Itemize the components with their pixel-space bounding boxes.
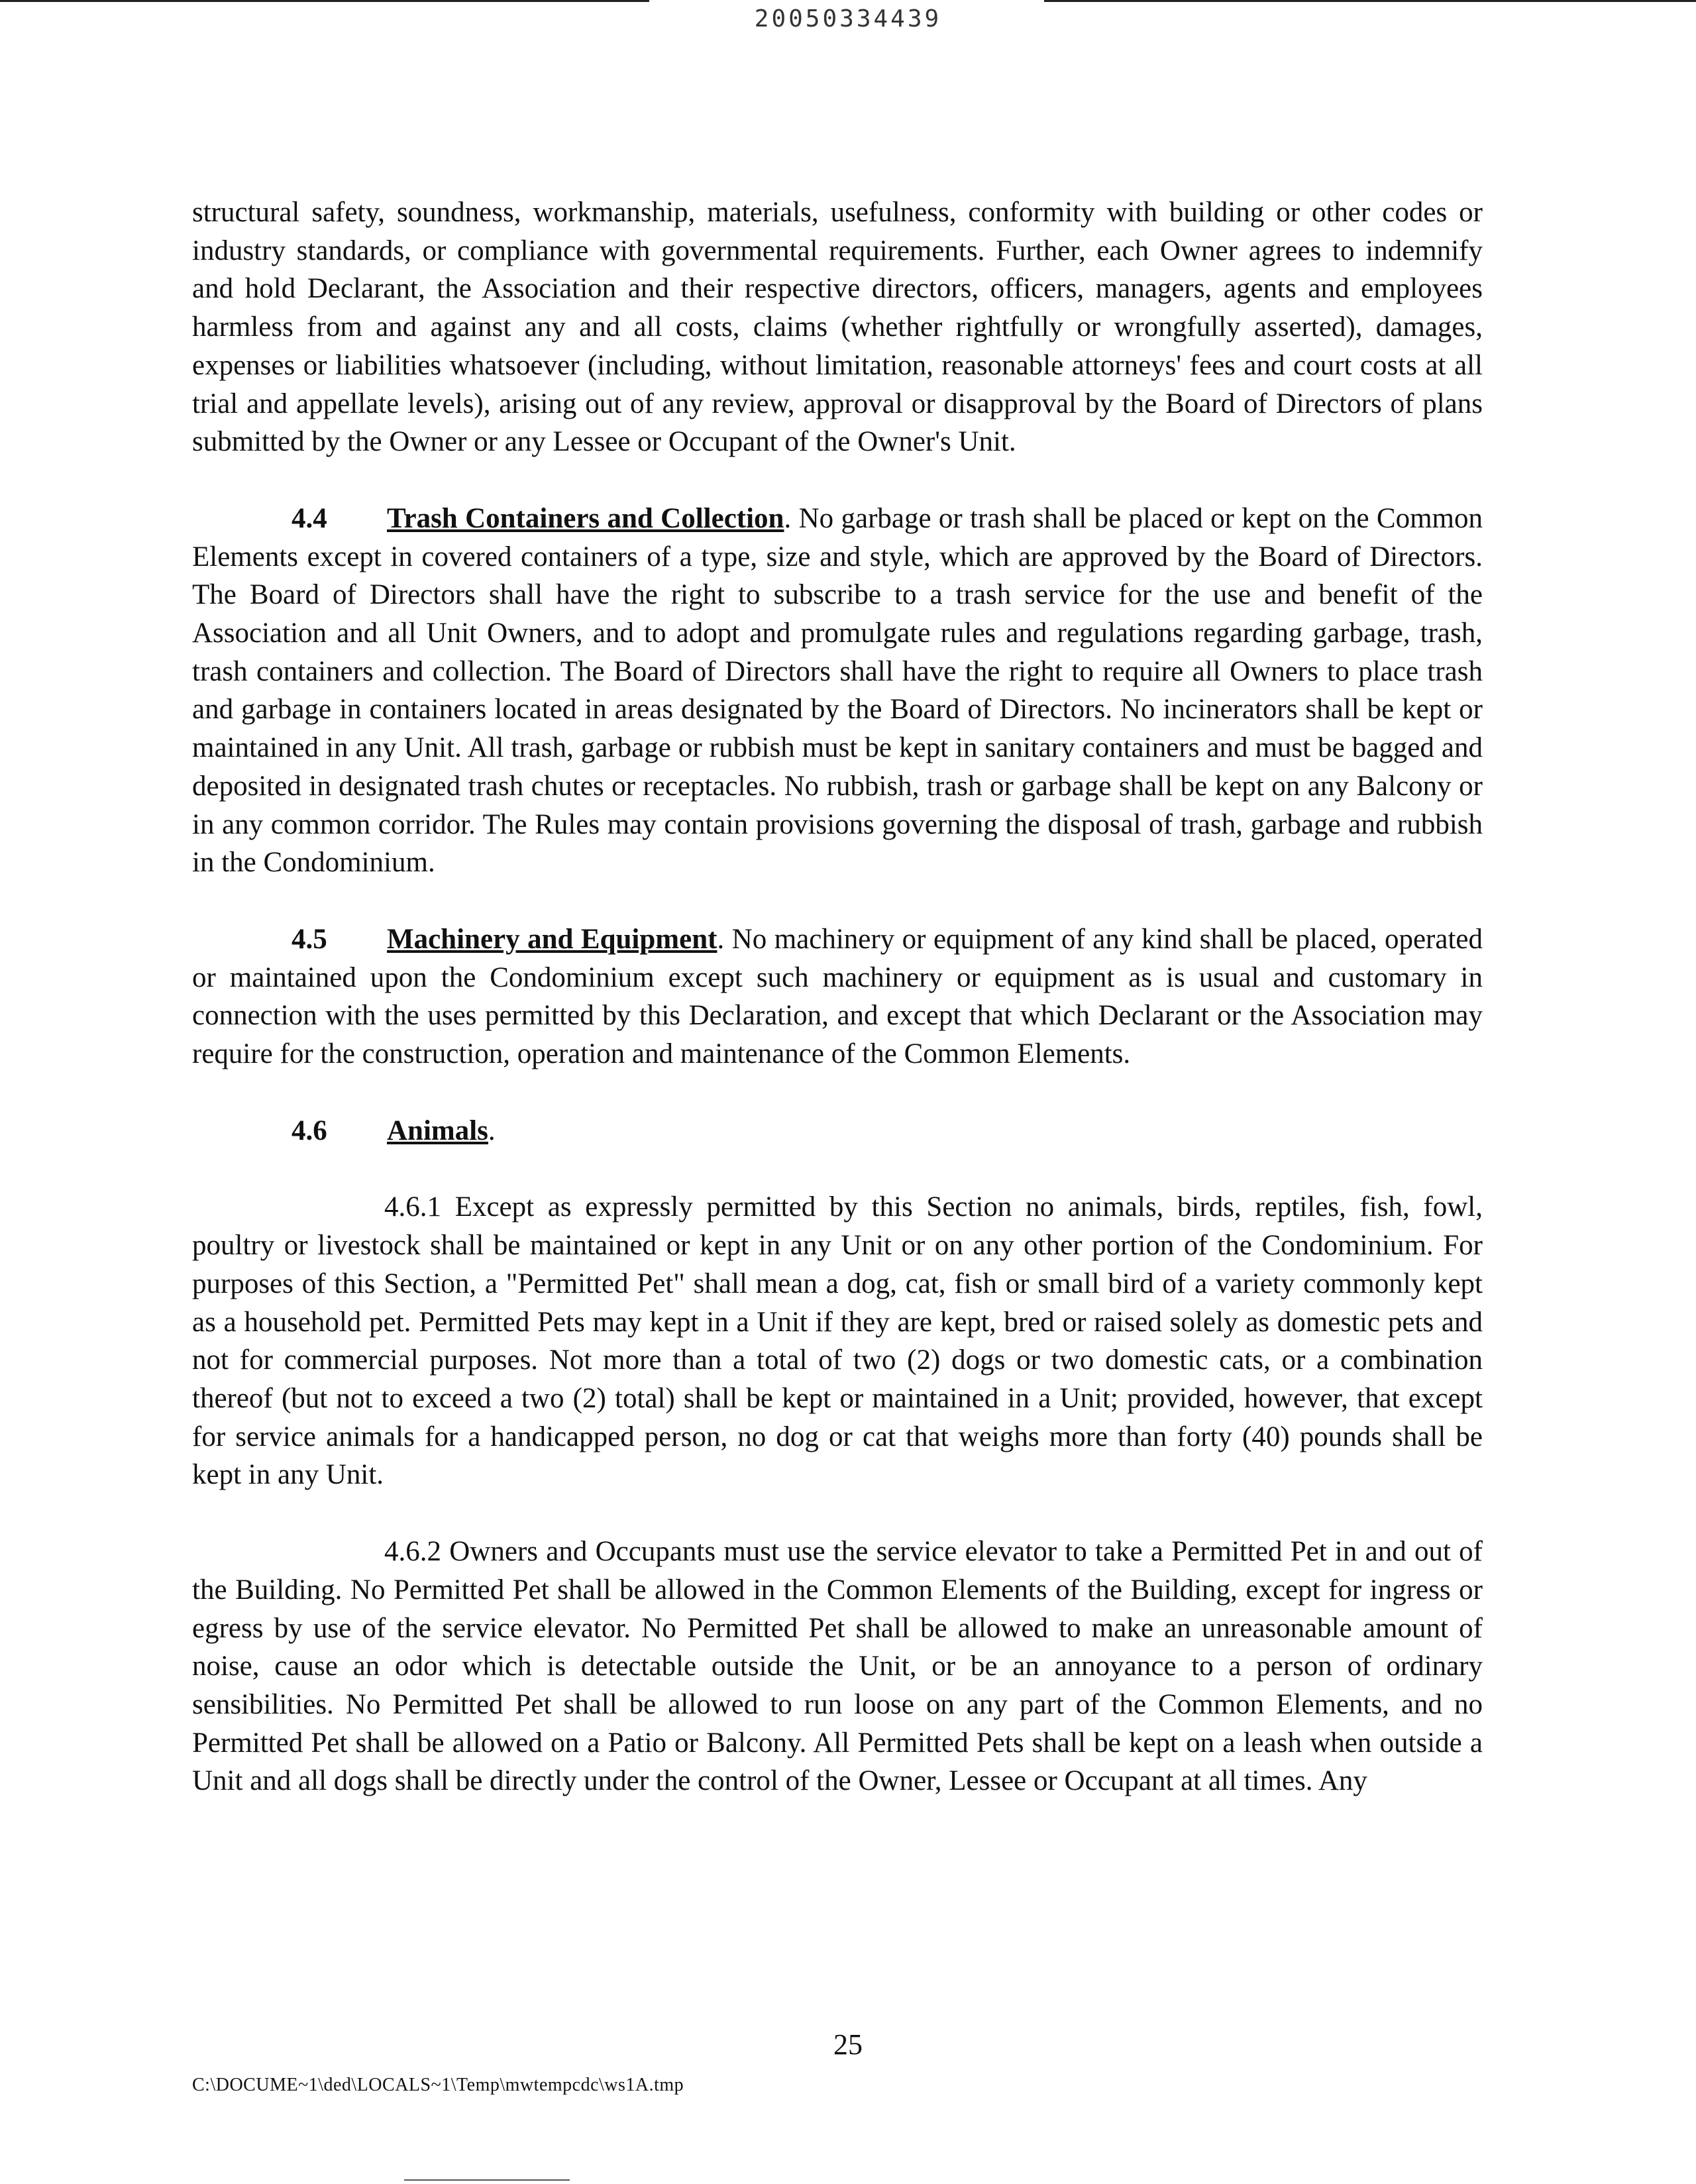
paragraph-gap bbox=[192, 882, 1483, 920]
document-body bbox=[192, 193, 1483, 1800]
paragraph-continuation: structural safety, soundness, workmanship, materials, usefulness, conformity with building or other codes or industry standards, or compliance with governmental requirements. Further, each Owner agrees to indemnify and hold Declarant, the Association and their respective directors, officers, managers, agents and employees harmless from and against any and all costs, claims (whether rightfully or wrongfully asserted), damages, expenses or liabilities whatsoever (including, without limitation, reasonable attorneys' fees and court costs at all trial and appellate levels), arising out of any review, approval or disapproval by the Board of Directors of plans submitted by the Owner or any Lessee or Occupant of the Owner's Unit. bbox=[192, 197, 1483, 458]
page-number: 25 bbox=[833, 2028, 863, 2061]
file-path-footer: C:\DOCUME~1\ded\LOCALS~1\Temp\mwtempcdc\ws1A.tmp bbox=[192, 2075, 684, 2095]
section-text: . No machinery or equipment of any kind shall be placed, operated or maintained upon the Condominium except such machinery or equipment as is usual and customary in connection with the uses permitted by this Declaration, and except that which Declarant or the Association may require for the construction, operation and maintenance of the Common Elements. bbox=[192, 923, 1483, 1070]
paragraph-gap bbox=[192, 1494, 1483, 1533]
section-4-6 bbox=[192, 1112, 1483, 1150]
subsection-4-6-2: 4.6.2 Owners and Occupants must use the service elevator to take a Permitted Pet in and out of the Building. No Permitted Pet shall be allowed in the Common Elements of the Building, except for ingress or egress by use of the service elevator. No Permitted Pet shall be allowed to make an unreasonable amount of noise, cause an odor which is detectable outside the Unit, or be an annoyance to a person of ordinary sensibilities. No Permitted Pet shall be allowed to run loose on any part of the Common Elements, and no Permitted Pet shall be allowed on a Patio or Balcony. All Permitted Pets shall be kept on a leash when outside a Unit and all dogs shall be directly under the control of the Owner, Lessee or Occupant at all times. Any bbox=[192, 1536, 1483, 1797]
section-4-5 bbox=[192, 920, 1483, 1073]
paragraph-gap bbox=[192, 1073, 1483, 1112]
section-text: . No garbage or trash shall be placed or kept on the Common Elements except in covered containers of a type, size and style, which are approved by the Board of Directors. The Board of Directors shall have the right to subscribe to a trash service for the use and benefit of the Association and all Unit Owners, and to adopt and promulgate rules and regulations regarding garbage, trash, trash containers and collection. The Board of Directors shall have the right to require all Owners to place trash and garbage in containers located in areas designated by the Board of Directors. No incinerators shall be kept or maintained in any Unit. All trash, garbage or rubbish must be kept in sanitary containers and must be bagged and deposited in designated trash chutes or receptacles. No rubbish, trash or garbage shall be kept on any Balcony or in any common corridor. The Rules may contain provisions governing the disposal of trash, garbage and rubbish in the Condominium. bbox=[192, 502, 1483, 879]
section-number: 4.6 bbox=[292, 1115, 327, 1146]
paragraph-gap bbox=[192, 1150, 1483, 1188]
paragraph-gap bbox=[192, 461, 1483, 500]
document-number: 20050334439 bbox=[754, 5, 942, 32]
top-border-left bbox=[0, 0, 649, 2]
section-number: 4.5 bbox=[292, 923, 327, 955]
section-title: Animals bbox=[387, 1115, 488, 1146]
section-4-4 bbox=[192, 500, 1483, 882]
top-border-right bbox=[1044, 0, 1696, 2]
section-title: Trash Containers and Collection bbox=[387, 502, 784, 534]
section-number: 4.4 bbox=[292, 502, 327, 534]
section-text: . bbox=[488, 1115, 496, 1146]
subsection-4-6-1: 4.6.1 Except as expressly permitted by this Section no animals, birds, reptiles, fish, fowl, poultry or livestock shall be maintained or kept in any Unit or on any other portion of the Condominium. For purposes of this Section, a "Permitted Pet" shall mean a dog, cat, fish or small bird of a variety commonly kept as a household pet. Permitted Pets may kept in a Unit if they are kept, bred or raised solely as domestic pets and not for commercial purposes. Not more than a total of two (2) dogs or two domestic cats, or a combination thereof (but not to exceed a two (2) total) shall be kept or maintained in a Unit; provided, however, that except for service animals for a handicapped person, no dog or cat that weighs more than forty (40) pounds shall be kept in any Unit. bbox=[192, 1191, 1483, 1491]
bottom-border bbox=[404, 2179, 570, 2181]
section-title: Machinery and Equipment bbox=[387, 923, 717, 955]
